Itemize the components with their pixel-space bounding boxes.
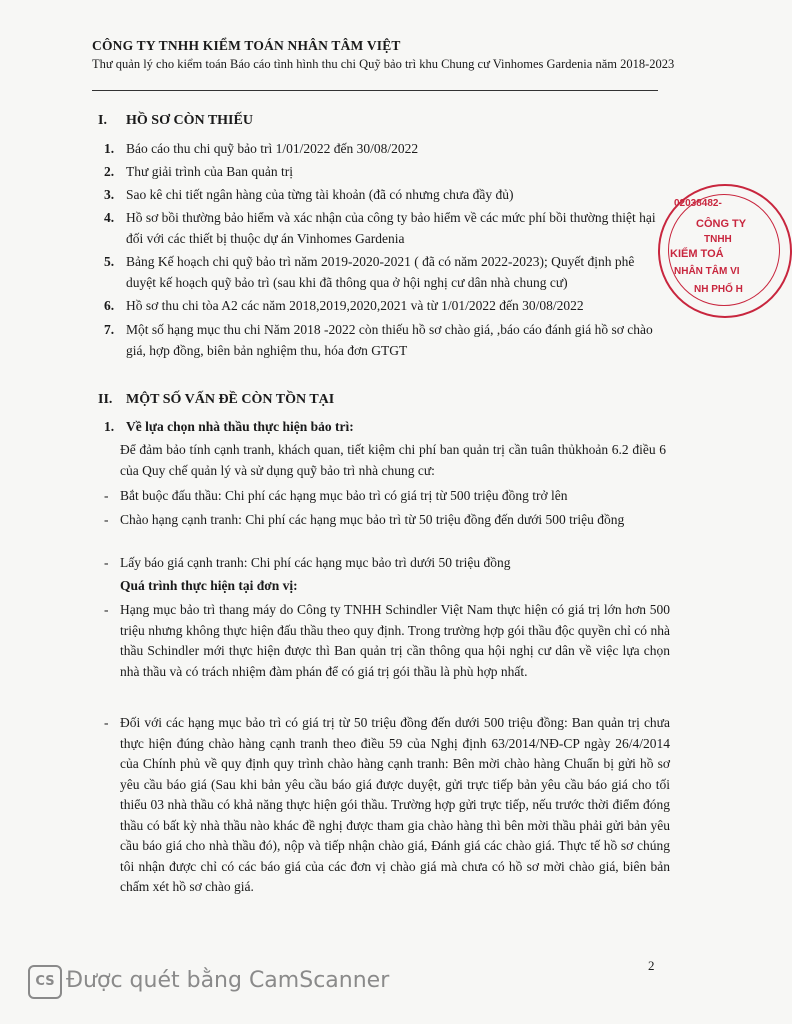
- finding-item: - Hạng mục bảo trì thang máy do Công ty TNHH Schindler Việt Nam thực hiện có giá trị lớn hơn 500 triệu nhưng không thực hiện đấu thầu theo quy định. Trong trường hợp gói thầu độc quyền chỉ có nhà thầu Schindler mới thực hiện được thì Ban quản trị cần thông qua hội nghị cư dân về việc lựa chọn nhà thầu và có trách nhiệm đàm phán để có giá trị gói thầu là phù hợp nhất.: [104, 602, 670, 679]
- camscanner-logo-icon: CS: [28, 965, 62, 999]
- stamp-line: KIỂM TOÁ: [670, 248, 724, 260]
- rule-item: - Bắt buộc đấu thầu: Chi phí các hạng mục bảo trì có giá trị từ 500 triệu đồng trở lên: [104, 488, 568, 503]
- section-2-title: MỘT SỐ VẤN ĐỀ CÒN TỒN TẠI: [126, 392, 335, 407]
- letter-subtitle: Thư quản lý cho kiểm toán Báo cáo tình hình thu chi Quỹ bảo trì khu Chung cư Vinhomes Gardenia năm 2018-2023: [92, 57, 675, 71]
- finding-item: - Đối với các hạng mục bảo trì có giá trị từ 50 triệu đồng đến dưới 500 triệu đồng: Ban quản trị chưa thực hiện đúng chào hàng cạnh tranh theo điều 59 của Nghị định 63/2014/NĐ-CP ngày 26/4/2014 của Chính phủ về quy định quy trình chào hàng cạnh tranh: Bên mời chào hàng Chuẩn bị gửi hồ sơ yêu cầu báo giá (Sau khi bản yêu cầu báo giá được duyệt, gửi trực tiếp bản yêu cầu báo giá cho tối thiểu 03 nhà thầu có khả năng thực hiện gói thầu. Trường hợp gửi trực tiếp, nếu trước thời điểm đóng thầu có bất kỳ nhà thầu nào khác đề nghị được tham gia chào hàng thì bên mời thầu phải gửi bản yêu cầu báo giá cho nhà thầu đó), nộp và tiếp nhận chào giá, Đánh giá các chào giá. Thực tế hồ sơ chúng tôi nhận được chỉ có các báo giá của các đơn vị chào giá mà chưa có hồ sơ mời chào giá, biên bản chấm xét hồ sơ chào giá.: [104, 715, 670, 894]
- process-title: Quá trình thực hiện tại đơn vị:: [120, 578, 298, 593]
- list-item: 1. Báo cáo thu chi quỹ bảo trì 1/01/2022 đến 30/08/2022: [104, 141, 419, 156]
- stamp-line: TNHH: [704, 234, 732, 245]
- page-number: 2: [648, 958, 655, 973]
- company-stamp: [658, 184, 792, 318]
- stamp-code: 02038482-: [674, 198, 722, 209]
- list-item: 4. Hồ sơ bồi thường bảo hiểm và xác nhận của công ty bảo hiểm về các mức phí bồi thường thiệt hại đối với các thiết bị thuộc dự án Vinhomes Gardenia: [104, 210, 656, 246]
- section-2-heading: [98, 392, 334, 408]
- list-item: 5. Bảng Kế hoạch chi quỹ bảo trì năm 2019-2020-2021 ( đã có năm 2022-2023); Quyết định phê duyệt kế hoạch quỹ bảo trì (sau khi đã thông qua ở hội nghị cư dân nhà chung cư): [104, 254, 635, 290]
- stamp-line: NH PHỐ H: [694, 284, 743, 295]
- header-divider: [92, 90, 658, 91]
- section-1-heading: [98, 113, 253, 129]
- intro-paragraph: Để đảm bảo tính cạnh tranh, khách quan, tiết kiệm chi phí ban quản trị cần tuân thủkhoản 6.2 điều 6 của Quy chế quản lý và sử dụng quỹ bảo trì nhà chung cư:: [120, 442, 666, 478]
- rule-item: - Chào hạng cạnh tranh: Chi phí các hạng mục bảo trì từ 50 triệu đồng đến dưới 500 triệu đồng: [104, 512, 625, 527]
- subsection-heading: 1. Về lựa chọn nhà thầu thực hiện bảo trì:: [104, 419, 354, 434]
- section-2-number: II.: [98, 392, 113, 407]
- list-item: 3. Sao kê chi tiết ngân hàng của từng tài khoản (đã có nhưng chưa đầy đủ): [104, 187, 514, 202]
- scanner-watermark: Được quét bằng CamScanner: [66, 968, 390, 993]
- stamp-line: CÔNG TY: [696, 218, 747, 230]
- list-item: 2. Thư giải trình của Ban quản trị: [104, 164, 294, 179]
- rule-item: - Lấy báo giá cạnh tranh: Chi phí các hạng mục bảo trì dưới 50 triệu đồng: [104, 555, 511, 570]
- section-1-number: I.: [98, 113, 107, 128]
- company-name: CÔNG TY TNHH KIỂM TOÁN NHÂN TÂM VIỆT: [92, 38, 401, 53]
- list-item: 7. Một số hạng mục thu chi Năm 2018 -2022 còn thiếu hồ sơ chào giá, ,báo cáo đánh giá hồ sơ chào giá, hợp đồng, biên bản nghiệm thu, hóa đơn GTGT: [104, 322, 653, 358]
- list-item: 6. Hồ sơ thu chi tòa A2 các năm 2018,2019,2020,2021 và từ 1/01/2022 đến 30/08/2022: [104, 298, 584, 313]
- stamp-line: NHÂN TÂM VI: [674, 266, 740, 277]
- section-1-title: HỒ SƠ CÒN THIẾU: [126, 113, 253, 128]
